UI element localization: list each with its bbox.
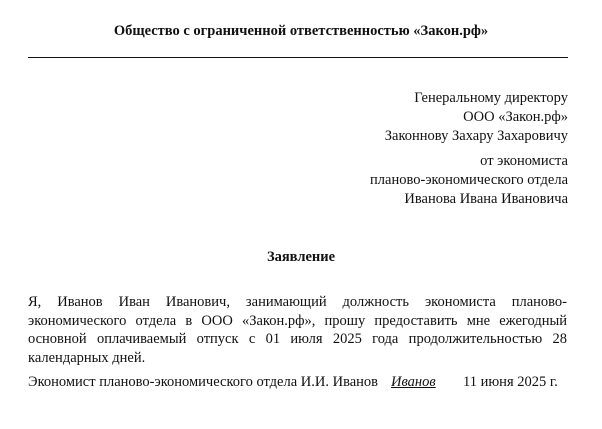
addressee-block: [385, 89, 568, 146]
signature-date: 11 июня 2025 г.: [463, 374, 558, 390]
sender-department: планово-экономического отдела: [370, 172, 568, 188]
addressee-name: Законнову Захару Захаровичу: [384, 128, 568, 144]
sender-block: [370, 152, 568, 209]
sender-name: Иванова Ивана Ивановича: [404, 191, 568, 207]
document-body: Я, Иванов Иван Иванович, занимающий должность экономиста планово-экономического отдела в ООО «Закон.рф», прошу предоставить мне ежегодный основной оплачиваемый отпуск с 01 июля 2025 года продолжительностью 28 календарных дней.: [28, 294, 567, 366]
document-title: Заявление: [266, 249, 336, 265]
addressee-company: ООО «Закон.рф»: [463, 109, 568, 125]
header-divider: [28, 57, 568, 58]
addressee-position: Генеральному директору: [414, 90, 568, 106]
organization-title: Общество с ограниченной ответственностью «Закон.рф»: [113, 23, 489, 39]
handwritten-signature: Иванов: [391, 374, 436, 390]
signer-position-name: Экономист планово-экономического отдела И.И. Иванов: [28, 374, 379, 390]
sender-position: от экономиста: [480, 153, 568, 169]
